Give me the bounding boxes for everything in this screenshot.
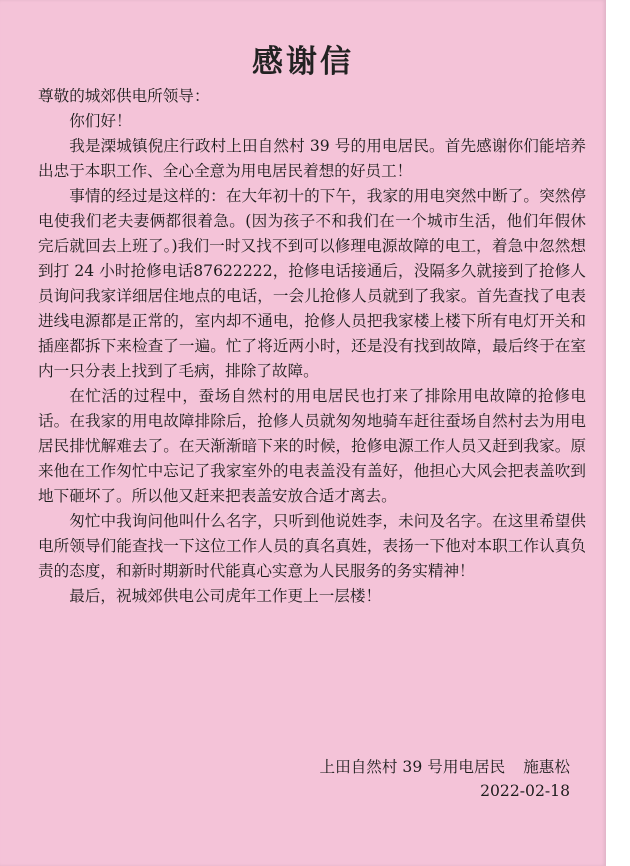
letter-title: 感谢信 <box>252 44 354 80</box>
paragraph-request: 匆忙中我询问他叫什么名字，只听到他说姓李，未问及名字。在这里希望供电所领导们能查找一下这位工作人员的真名真姓，表扬一下他对本职工作认真负责的态度，和新时期新时代能真心实意为人民服务的务实精神！ <box>38 512 586 580</box>
greeting: 你们好！ <box>69 112 132 130</box>
signature-line <box>290 755 570 779</box>
paragraph-closing: 最后，祝城郊供电公司虎年工作更上一层楼！ <box>69 587 382 605</box>
salutation: 尊敬的城郊供电所领导： <box>38 87 210 105</box>
letter-body <box>38 84 586 609</box>
sender-name: 施惠松 <box>523 758 570 776</box>
paragraph-return: 在忙活的过程中，蚕场自然村的用电居民也打来了排除用电故障的抢修电话。在我家的用电故障排除后，抢修人员就匆匆地骑车赶往蚕场自然村去为用电居民排忧解难去了。在天渐渐暗下来的时候，抢修电源工作人员又赶到我家。原来他在工作匆忙中忘记了我家室外的电表盖没有盖好，他担心大风会把表盖吹到地下砸坏了。所以他又赶来把表盖安放合适才离去。 <box>38 387 586 505</box>
paragraph-incident: 事情的经过是这样的：在大年初十的下午，我家的用电突然中断了。突然停电使我们老夫妻俩都很着急。(因为孩子不和我们在一个城市生活，他们年假休完后就回去上班了。)我们一时又找不到可以修理电源故障的电工，着急中忽然想到打 24 小时抢修电话87622222，抢修电话接通后，没隔多久就接到了抢修人员询问我家详细居住地点的电话，一会儿抢修人员就到了我家。首先查找了电表进线电源都是正常的，室内却不通电，抢修人员把我家楼上楼下所有电灯开关和插座都拆下来检查了一遍。忙了将近两小时，还是没有找到故障，最后终于在室内一只分表上找到了毛病，排除了故障。 <box>38 187 586 380</box>
paragraph-intro: 我是溧城镇倪庄行政村上田自然村 39 号的用电居民。首先感谢你们能培养出忠于本职工作、全心全意为用电居民着想的好员工！ <box>38 137 586 180</box>
sender-address: 上田自然村 39 号用电居民 <box>319 758 506 776</box>
signature-block <box>290 755 570 803</box>
letter-date: 2022-02-18 <box>480 782 570 800</box>
